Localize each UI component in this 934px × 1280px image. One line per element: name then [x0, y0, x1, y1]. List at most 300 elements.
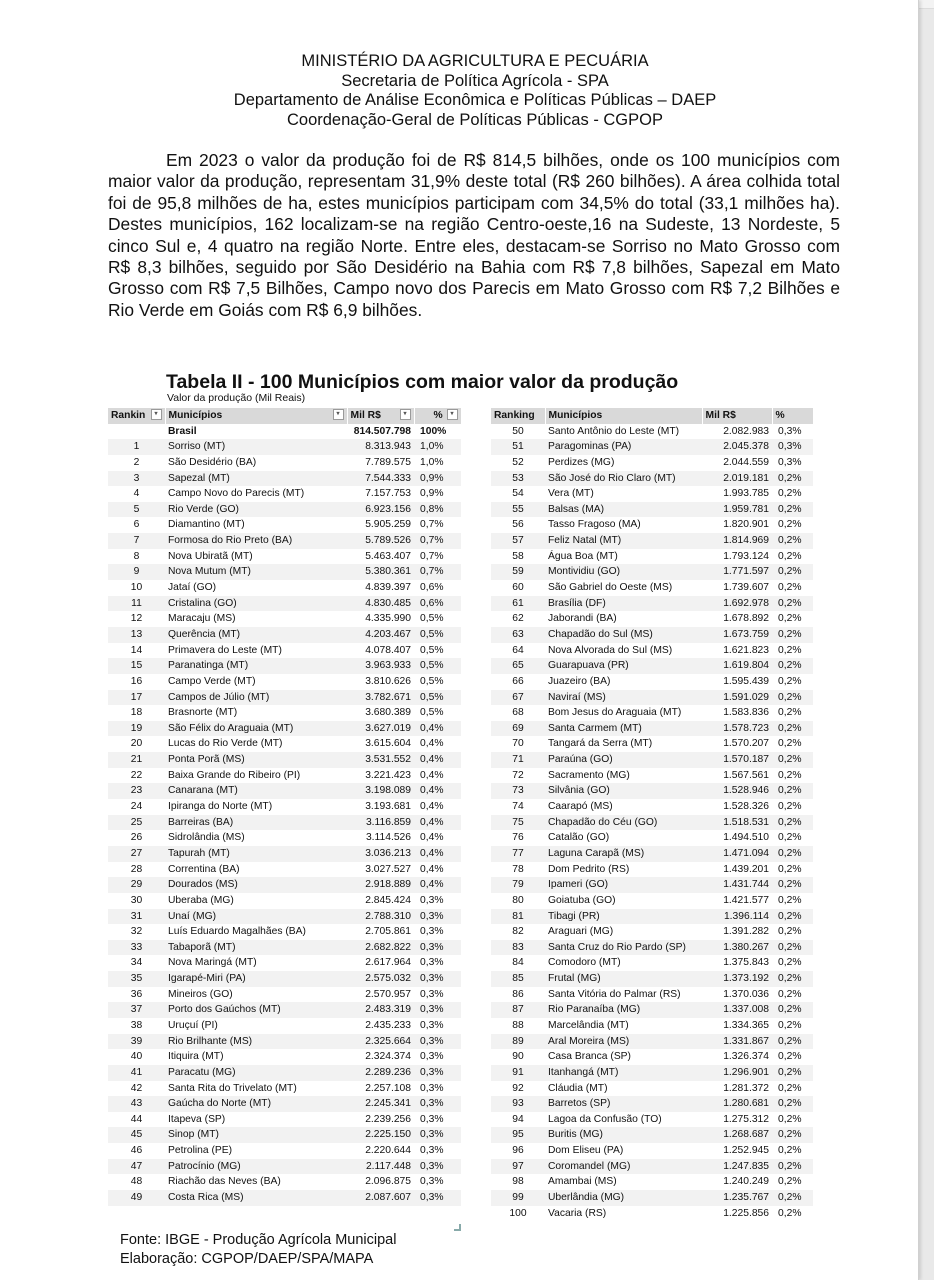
cell-municipio: Sidrolândia (MS) — [165, 830, 347, 846]
cell-value: 1.439.201 — [702, 862, 772, 878]
cell-value: 1.375.843 — [702, 955, 772, 971]
cell-municipio: Marcelândia (MT) — [545, 1018, 702, 1034]
cell-percent: 0,2% — [772, 971, 813, 987]
cell-municipio: Lagoa da Confusão (TO) — [545, 1112, 702, 1128]
cell-ranking: 15 — [108, 658, 165, 674]
table-row — [491, 533, 813, 549]
cell-municipio: Costa Rica (MS) — [165, 1190, 347, 1206]
cell-municipio: Luís Eduardo Magalhães (BA) — [165, 924, 347, 940]
cell-value: 1.993.785 — [702, 486, 772, 502]
cell-municipio: Nova Alvorada do Sul (MS) — [545, 643, 702, 659]
cell-value: 1.528.946 — [702, 783, 772, 799]
cell-percent: 0,3% — [414, 1143, 461, 1159]
cell-ranking: 93 — [491, 1096, 545, 1112]
cell-percent: 0,5% — [414, 658, 461, 674]
cell-municipio: Santa Cruz do Rio Pardo (SP) — [545, 940, 702, 956]
table-row — [491, 736, 813, 752]
cell-value: 3.027.527 — [347, 862, 414, 878]
cell-value: 1.391.282 — [702, 924, 772, 940]
cell-value: 3.036.213 — [347, 846, 414, 862]
cell-ranking: 13 — [108, 627, 165, 643]
cell-value: 1.396.114 — [702, 909, 772, 925]
cell-ranking: 12 — [108, 611, 165, 627]
cell-value: 8.313.943 — [347, 439, 414, 455]
cell-municipio: Balsas (MA) — [545, 502, 702, 518]
cell-percent: 0,3% — [414, 1018, 461, 1034]
cell-percent: 0,3% — [414, 893, 461, 909]
cell-percent: 0,2% — [772, 549, 813, 565]
cell-ranking: 26 — [108, 830, 165, 846]
cell-value: 1.771.597 — [702, 564, 772, 580]
table-row — [491, 502, 813, 518]
cell-ranking: 3 — [108, 471, 165, 487]
cell-municipio: Tabaporã (MT) — [165, 940, 347, 956]
table-row — [108, 1049, 461, 1065]
cell-percent: 0,6% — [414, 596, 461, 612]
table-row — [108, 580, 461, 596]
cell-municipio: Perdizes (MG) — [545, 455, 702, 471]
cell-municipio: Patrocínio (MG) — [165, 1159, 347, 1175]
cell-ranking: 45 — [108, 1127, 165, 1143]
cell-percent: 0,2% — [772, 502, 813, 518]
cell-ranking: 27 — [108, 846, 165, 862]
cell-ranking: 22 — [108, 768, 165, 784]
table-row — [108, 877, 461, 893]
table-row — [108, 752, 461, 768]
cell-value: 1.296.901 — [702, 1065, 772, 1081]
right-header-value: Mil R$ — [702, 408, 772, 424]
cell-percent: 0,3% — [414, 1096, 461, 1112]
table-row — [108, 643, 461, 659]
cell-value: 1.326.374 — [702, 1049, 772, 1065]
cell-municipio: Porto dos Gaúchos (MT) — [165, 1002, 347, 1018]
left-table-header-row — [108, 408, 461, 424]
cell-ranking: 78 — [491, 862, 545, 878]
cell-percent: 0,6% — [414, 580, 461, 596]
left-header-ranking-label: Rankin — [111, 410, 146, 421]
cell-percent: 0,4% — [414, 752, 461, 768]
footer-source: Fonte: IBGE - Produção Agrícola Municipal — [120, 1232, 397, 1248]
cell-percent: 0,2% — [772, 705, 813, 721]
cell-percent: 0,2% — [772, 955, 813, 971]
cell-value: 1.240.249 — [702, 1174, 772, 1190]
cell-percent: 0,2% — [772, 1174, 813, 1190]
table-row — [491, 1112, 813, 1128]
table-row — [491, 549, 813, 565]
cell-municipio: Buritis (MG) — [545, 1127, 702, 1143]
cell-ranking: 34 — [108, 955, 165, 971]
cell-value: 1.252.945 — [702, 1143, 772, 1159]
cell-value: 1.570.207 — [702, 736, 772, 752]
cell-value: 1.518.531 — [702, 815, 772, 831]
cell-percent: 0,2% — [772, 768, 813, 784]
cell-municipio: Casa Branca (SP) — [545, 1049, 702, 1065]
cell-percent: 0,5% — [414, 674, 461, 690]
table-row — [108, 471, 461, 487]
cell-municipio: Querência (MT) — [165, 627, 347, 643]
cell-ranking: 6 — [108, 517, 165, 533]
cell-percent: 0,2% — [772, 721, 813, 737]
cell-ranking: 49 — [108, 1190, 165, 1206]
table-row — [491, 1018, 813, 1034]
cell-value: 4.203.467 — [347, 627, 414, 643]
cell-value: 1.578.723 — [702, 721, 772, 737]
cell-value: 1.280.681 — [702, 1096, 772, 1112]
cell-municipio: Santo Antônio do Leste (MT) — [545, 424, 702, 440]
cell-percent: 0,4% — [414, 815, 461, 831]
cell-ranking: 37 — [108, 1002, 165, 1018]
cell-value: 1.570.187 — [702, 752, 772, 768]
cell-value: 2.096.875 — [347, 1174, 414, 1190]
cell-municipio: Barreiras (BA) — [165, 815, 347, 831]
cell-municipio: Chapadão do Céu (GO) — [545, 815, 702, 831]
cell-value: 1.567.561 — [702, 768, 772, 784]
filter-dropdown-icon[interactable]: ▾ — [333, 409, 344, 420]
cell-percent: 0,2% — [772, 830, 813, 846]
cell-municipio: Aral Moreira (MS) — [545, 1034, 702, 1050]
cell-ranking: 92 — [491, 1081, 545, 1097]
cell-municipio: Brasil — [165, 424, 347, 440]
cell-municipio: Riachão das Neves (BA) — [165, 1174, 347, 1190]
cell-ranking: 87 — [491, 1002, 545, 1018]
cell-percent: 0,8% — [414, 502, 461, 518]
left-header-value-label: Mil R$ — [350, 410, 381, 421]
table-row — [491, 627, 813, 643]
table-row — [491, 1190, 813, 1206]
cell-ranking: 100 — [491, 1206, 545, 1222]
table-row — [108, 830, 461, 846]
cell-percent: 0,3% — [414, 1127, 461, 1143]
cell-ranking: 11 — [108, 596, 165, 612]
cell-value: 7.157.753 — [347, 486, 414, 502]
left-header-value[interactable] — [347, 408, 414, 424]
table-row — [108, 486, 461, 502]
cell-percent: 0,3% — [414, 1174, 461, 1190]
cell-value: 3.198.089 — [347, 783, 414, 799]
cell-percent: 0,2% — [772, 909, 813, 925]
table-row — [491, 971, 813, 987]
cell-municipio: Igarapé-Miri (PA) — [165, 971, 347, 987]
cell-value: 1.370.036 — [702, 987, 772, 1003]
table-row — [491, 783, 813, 799]
cell-value: 2.117.448 — [347, 1159, 414, 1175]
cell-value: 1.380.267 — [702, 940, 772, 956]
cell-municipio: Maracaju (MS) — [165, 611, 347, 627]
table-row — [491, 862, 813, 878]
cell-percent: 0,3% — [772, 455, 813, 471]
cell-municipio: Dom Eliseu (PA) — [545, 1143, 702, 1159]
table-row — [491, 1174, 813, 1190]
cell-municipio: Cláudia (MT) — [545, 1081, 702, 1097]
cell-percent: 0,2% — [772, 564, 813, 580]
cell-value: 4.830.485 — [347, 596, 414, 612]
cell-percent: 0,2% — [772, 1190, 813, 1206]
cell-municipio: Dourados (MS) — [165, 877, 347, 893]
table-row — [491, 1002, 813, 1018]
cell-ranking: 16 — [108, 674, 165, 690]
cell-ranking: 91 — [491, 1065, 545, 1081]
cell-municipio: Sapezal (MT) — [165, 471, 347, 487]
cell-municipio: Santa Rita do Trivelato (MT) — [165, 1081, 347, 1097]
cell-municipio: Feliz Natal (MT) — [545, 533, 702, 549]
cell-percent: 0,4% — [414, 877, 461, 893]
cell-ranking: 70 — [491, 736, 545, 752]
cell-municipio: Rio Brilhante (MS) — [165, 1034, 347, 1050]
cell-municipio: Tasso Fragoso (MA) — [545, 517, 702, 533]
table-resize-handle[interactable] — [454, 1224, 461, 1231]
cell-ranking: 56 — [491, 517, 545, 533]
cell-municipio: Sinop (MT) — [165, 1127, 347, 1143]
table-row — [491, 455, 813, 471]
filter-dropdown-icon[interactable]: ▾ — [151, 409, 162, 420]
table-row — [491, 955, 813, 971]
cell-percent: 0,2% — [772, 627, 813, 643]
header-ministry: MINISTÉRIO DA AGRICULTURA E PECUÁRIA — [301, 52, 649, 70]
cell-percent: 0,2% — [772, 987, 813, 1003]
cell-ranking: 33 — [108, 940, 165, 956]
cell-municipio: Formosa do Rio Preto (BA) — [165, 533, 347, 549]
cell-ranking: 9 — [108, 564, 165, 580]
cell-municipio: Dom Pedrito (RS) — [545, 862, 702, 878]
cell-value: 2.220.644 — [347, 1143, 414, 1159]
cell-municipio: Silvânia (GO) — [545, 783, 702, 799]
cell-value: 1.793.124 — [702, 549, 772, 565]
cell-municipio: Água Boa (MT) — [545, 549, 702, 565]
document-footer — [120, 1231, 396, 1268]
header-secretariat: Secretaria de Política Agrícola - SPA — [341, 71, 609, 90]
cell-percent: 0,3% — [414, 1159, 461, 1175]
cell-ranking: 88 — [491, 1018, 545, 1034]
cell-ranking: 85 — [491, 971, 545, 987]
cell-ranking: 64 — [491, 643, 545, 659]
cell-ranking — [108, 424, 165, 440]
cell-municipio: Itapeva (SP) — [165, 1112, 347, 1128]
table-row — [491, 658, 813, 674]
cell-value: 1.331.867 — [702, 1034, 772, 1050]
table-row — [108, 1096, 461, 1112]
cell-value: 5.463.407 — [347, 549, 414, 565]
cell-ranking: 81 — [491, 909, 545, 925]
table-row — [108, 846, 461, 862]
cell-percent: 0,3% — [414, 1034, 461, 1050]
cell-ranking: 8 — [108, 549, 165, 565]
table-row — [108, 940, 461, 956]
cell-value: 5.380.361 — [347, 564, 414, 580]
cell-value: 2.082.983 — [702, 424, 772, 440]
cell-ranking: 35 — [108, 971, 165, 987]
table-row — [491, 1143, 813, 1159]
cell-ranking: 90 — [491, 1049, 545, 1065]
cell-value: 2.705.861 — [347, 924, 414, 940]
cell-value: 1.373.192 — [702, 971, 772, 987]
left-header-percent-label: % — [433, 410, 443, 421]
cell-percent: 0,2% — [772, 1112, 813, 1128]
cell-value: 1.595.439 — [702, 674, 772, 690]
cell-municipio: Correntina (BA) — [165, 862, 347, 878]
table-subcaption: Valor da produção (Mil Reais) — [167, 392, 306, 404]
cell-municipio: Guarapuava (PR) — [545, 658, 702, 674]
footer-elaboration: Elaboração: CGPOP/DAEP/SPA/MAPA — [120, 1250, 374, 1267]
cell-percent: 0,3% — [772, 424, 813, 440]
cell-municipio: Laguna Carapã (MS) — [545, 846, 702, 862]
left-header-ranking[interactable] — [108, 408, 165, 424]
table-row — [491, 940, 813, 956]
cell-value: 2.225.150 — [347, 1127, 414, 1143]
cell-municipio: Ipameri (GO) — [545, 877, 702, 893]
cell-percent: 0,2% — [772, 1143, 813, 1159]
cell-ranking: 14 — [108, 643, 165, 659]
cell-ranking: 72 — [491, 768, 545, 784]
cell-percent: 0,2% — [772, 1018, 813, 1034]
table-row — [491, 690, 813, 706]
table-row — [108, 439, 461, 455]
cell-percent: 100% — [414, 424, 461, 440]
cell-ranking: 52 — [491, 455, 545, 471]
cell-value: 2.788.310 — [347, 909, 414, 925]
cell-percent: 0,2% — [772, 643, 813, 659]
cell-municipio: Uberlândia (MG) — [545, 1190, 702, 1206]
cell-ranking: 66 — [491, 674, 545, 690]
cell-value: 4.335.990 — [347, 611, 414, 627]
cell-ranking: 18 — [108, 705, 165, 721]
table-row — [491, 846, 813, 862]
cell-value: 1.583.836 — [702, 705, 772, 721]
table-row — [491, 721, 813, 737]
cell-percent: 0,2% — [772, 799, 813, 815]
cell-ranking: 39 — [108, 1034, 165, 1050]
table-row — [491, 1049, 813, 1065]
table-row — [108, 517, 461, 533]
cell-ranking: 77 — [491, 846, 545, 862]
left-header-municipios-label: Municípios — [168, 410, 223, 421]
cell-ranking: 40 — [108, 1049, 165, 1065]
table-row — [108, 768, 461, 784]
cell-ranking: 4 — [108, 486, 165, 502]
table-row — [108, 549, 461, 565]
cell-percent: 0,2% — [772, 674, 813, 690]
table-row — [108, 1002, 461, 1018]
cell-value: 2.845.424 — [347, 893, 414, 909]
cell-percent: 0,3% — [414, 1190, 461, 1206]
filter-dropdown-icon[interactable]: ▾ — [447, 409, 458, 420]
cell-value: 1.739.607 — [702, 580, 772, 596]
left-header-percent[interactable] — [414, 408, 461, 424]
cell-ranking: 76 — [491, 830, 545, 846]
cell-percent: 0,3% — [414, 987, 461, 1003]
cell-ranking: 89 — [491, 1034, 545, 1050]
cell-value: 1.494.510 — [702, 830, 772, 846]
cell-ranking: 21 — [108, 752, 165, 768]
table-row — [108, 1190, 461, 1206]
cell-municipio: Uberaba (MG) — [165, 893, 347, 909]
table-row — [108, 971, 461, 987]
cell-percent: 0,3% — [414, 955, 461, 971]
cell-value: 2.617.964 — [347, 955, 414, 971]
left-table — [108, 408, 462, 1206]
cell-value: 4.078.407 — [347, 643, 414, 659]
table-row — [108, 455, 461, 471]
cell-municipio: Campo Verde (MT) — [165, 674, 347, 690]
cell-ranking: 99 — [491, 1190, 545, 1206]
cell-value: 2.239.256 — [347, 1112, 414, 1128]
cell-percent: 0,4% — [414, 830, 461, 846]
filter-dropdown-icon[interactable]: ▾ — [400, 409, 411, 420]
cell-municipio: Itiquira (MT) — [165, 1049, 347, 1065]
cell-percent: 0,2% — [772, 1127, 813, 1143]
table-row — [108, 1112, 461, 1128]
cell-percent: 0,2% — [772, 940, 813, 956]
cell-ranking: 19 — [108, 721, 165, 737]
cell-municipio: Amambai (MS) — [545, 1174, 702, 1190]
left-header-municipios[interactable] — [165, 408, 347, 424]
cell-ranking: 60 — [491, 580, 545, 596]
summary-paragraph: Em 2023 o valor da produção foi de R$ 814,5 bilhões, onde os 100 municípios com maior valor da produção, representam 31,9% deste total (R$ 260 bilhões). A área colhida total foi de 95,8 milhões de ha, estes municípios participam com 34,5% do total (33,1 milhões ha). Destes municípios, 162 localizam-se na região Centro-oeste,16 na Sudeste, 13 Nordeste, 5 cinco Sul e, 4 quatro na região Norte. Entre eles, destacam-se Sorriso no Mato Grosso com R$ 8,3 bilhões, seguido por São Desidério na Bahia com R$ 7,8 bilhões, Sapezal em Mato Grosso com R$ 7,5 Bilhões, Campo novo dos Parecis em Mato Grosso com R$ 7,2 Bilhões e Rio Verde em Goiás com R$ 6,9 bilhões. — [108, 150, 840, 320]
cell-value: 2.087.607 — [347, 1190, 414, 1206]
cell-ranking: 51 — [491, 439, 545, 455]
cell-ranking: 38 — [108, 1018, 165, 1034]
cell-municipio: Cristalina (GO) — [165, 596, 347, 612]
table-row — [491, 909, 813, 925]
cell-value: 3.680.389 — [347, 705, 414, 721]
cell-value: 1.268.687 — [702, 1127, 772, 1143]
right-table — [491, 408, 814, 1221]
cell-value: 3.221.423 — [347, 768, 414, 784]
table-row — [108, 502, 461, 518]
cell-percent: 0,2% — [772, 580, 813, 596]
cell-value: 2.257.108 — [347, 1081, 414, 1097]
cell-value: 1.431.744 — [702, 877, 772, 893]
cell-value: 2.045.378 — [702, 439, 772, 455]
right-table-body — [491, 424, 813, 1222]
cell-percent: 0,2% — [772, 690, 813, 706]
table-row — [108, 1159, 461, 1175]
cell-value: 1.591.029 — [702, 690, 772, 706]
cell-percent: 0,7% — [414, 564, 461, 580]
right-header-ranking: Ranking — [491, 408, 545, 424]
table-row — [108, 611, 461, 627]
cell-value: 1.692.978 — [702, 596, 772, 612]
cell-municipio: Petrolina (PE) — [165, 1143, 347, 1159]
cell-municipio: Barretos (SP) — [545, 1096, 702, 1112]
table-row — [108, 690, 461, 706]
cell-ranking: 57 — [491, 533, 545, 549]
table-row — [108, 987, 461, 1003]
cell-ranking: 73 — [491, 783, 545, 799]
table-row — [491, 830, 813, 846]
cell-municipio: Baixa Grande do Ribeiro (PI) — [165, 768, 347, 784]
cell-percent: 0,2% — [772, 486, 813, 502]
cell-percent: 0,2% — [772, 862, 813, 878]
cell-municipio: Paragominas (PA) — [545, 439, 702, 455]
cell-percent: 0,9% — [414, 471, 461, 487]
cell-ranking: 71 — [491, 752, 545, 768]
cell-value: 814.507.798 — [347, 424, 414, 440]
cell-municipio: Vacaria (RS) — [545, 1206, 702, 1222]
cell-ranking: 42 — [108, 1081, 165, 1097]
cell-ranking: 97 — [491, 1159, 545, 1175]
cell-percent: 0,2% — [772, 596, 813, 612]
table-row — [491, 1081, 813, 1097]
table-row — [491, 611, 813, 627]
table-row — [108, 924, 461, 940]
cell-ranking: 86 — [491, 987, 545, 1003]
table-row — [108, 564, 461, 580]
cell-municipio: Brasília (DF) — [545, 596, 702, 612]
cell-ranking: 63 — [491, 627, 545, 643]
table-row — [108, 799, 461, 815]
cell-municipio: São Gabriel do Oeste (MS) — [545, 580, 702, 596]
table-row — [491, 1127, 813, 1143]
